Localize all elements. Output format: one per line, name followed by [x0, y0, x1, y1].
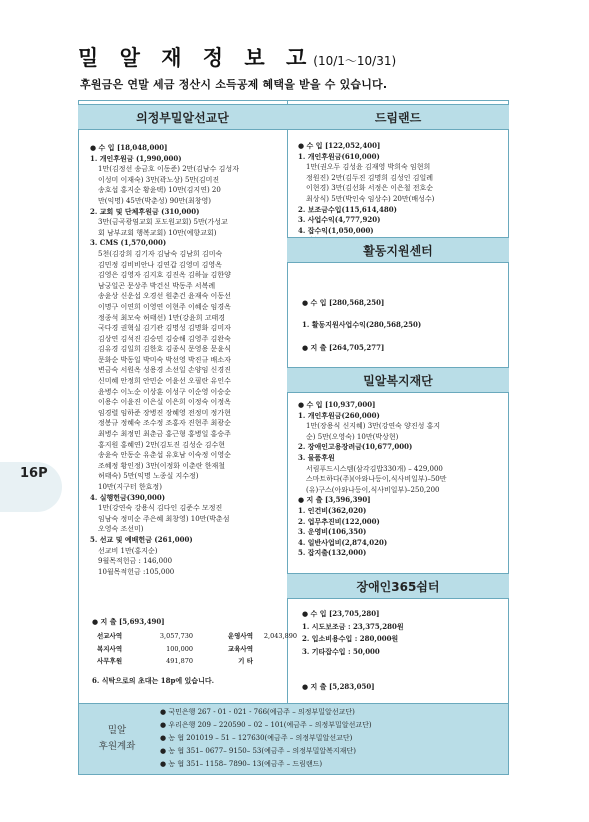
uijeongbu-expense-table	[97, 630, 297, 668]
uijeongbu-line: 1만(김정선 송금호 이동준) 2만(김남수 김성자	[98, 165, 239, 174]
shelter-line: ● 수 입 [23,705,280]	[302, 609, 380, 618]
page-subtitle: 후원금은 연말 세금 정산시 소득공제 혜택을 받을 수 있습니다.	[80, 78, 388, 91]
dreamland-line: 최상식) 5만(박인숙 임상수) 20만(배성수)	[306, 194, 435, 203]
uijeongbu-line: 최병수 최정민 최춘금 홍근형 홍병일 홍승주	[98, 430, 231, 439]
uijeongbu-line: 김민정 김비비안나 김연갑 김영미 김영옥	[98, 260, 222, 269]
section-header-welfare: 밀알복지재단	[287, 367, 509, 393]
dreamland-line: 이현경) 3만(김선화 서정은 이은철 전호순	[306, 184, 434, 193]
dreamland-line: 정원진) 2만(김두진 김명희 김성인 김일례	[306, 173, 434, 182]
uijeongbu-line: 1. 개인후원금 (1,990,000)	[90, 153, 182, 163]
uijeongbu-line: 4. 실행헌금(390,000)	[90, 492, 166, 502]
welfare-line: 3. 운영비(106,350)	[298, 527, 367, 537]
uijeongbu-line: 5. 선교 및 예배헌금 (261,000)	[90, 534, 193, 544]
account-label	[78, 703, 156, 775]
activity-expense: ● 지 출 [264,705,277]	[302, 343, 385, 352]
uijeongbu-line: 김영은 김영자 김지호 김진옥 김하늘 김한양	[98, 271, 231, 280]
expense-cell: 사무후원	[97, 657, 123, 665]
dreamland-line: 4. 잡수익(1,050,000)	[298, 225, 374, 235]
uijeongbu-line: 임남숙 정미순 주은혜 최창영) 10만(박춘섬	[98, 514, 230, 523]
uijeongbu-line: 정봉규 정혜숙 조수정 조홍자 진현주 최광순	[98, 419, 231, 428]
uijeongbu-line: 5천(김강희 김기자 김남숙 김남희 김미숙	[98, 249, 223, 258]
expense-cell: 2,043,890	[263, 632, 297, 640]
uijeongbu-line: 문화순 박동일 박미숙 박선영 박진규 배소자	[98, 355, 231, 364]
welfare-line: 스마트하다(주)(아와나등이,식사비일부)–50만	[306, 475, 447, 484]
expense-cell	[253, 643, 297, 656]
welfare-list	[298, 400, 503, 559]
welfare-line: ● 수 입 [10,937,000]	[298, 400, 376, 409]
uijeongbu-line: 3. CMS (1,570,000)	[90, 238, 167, 248]
welfare-line: 2. 장애인고용장려금(10,677,000)	[298, 442, 413, 452]
uijeongbu-note: 6. 식탁으로의 초대는 18p에 있습니다.	[92, 676, 215, 685]
shelter-line: 2. 입소비용수입 : 280,000원	[302, 634, 399, 643]
welfare-line: ● 지 출 [3,596,390]	[298, 495, 371, 505]
section-header-uijeongbu: 의정부밀알선교단	[78, 104, 287, 130]
account-item: ● 농 협 351– 0677– 9150– 53(예금주 – 의정부밀알복지재단)	[160, 747, 356, 755]
title-date-range: (10/1～10/31)	[313, 54, 397, 68]
expense-cell: 3,057,730	[159, 632, 193, 640]
welfare-line: 4. 일반사업비(2,874,020)	[298, 537, 388, 547]
uijeongbu-line: 김유경 김일희 김한호 김종식 문영용 문윤식	[98, 345, 231, 354]
uijeongbu-line: 만(익명) 45만(박춘성) 90만(최창영)	[98, 196, 212, 205]
page-number: 16P	[20, 466, 48, 481]
shelter-list	[302, 608, 502, 658]
expense-cell: 선교사역	[97, 632, 123, 640]
account-item: ● 농 협 351– 1158– 7890– 13(예금주 – 드림랜드)	[160, 760, 323, 768]
expense-cell: 교육사역	[227, 644, 253, 653]
uijeongbu-line: 회 남부교회 행복교회) 10만(예향교회)	[98, 228, 217, 237]
uijeongbu-line: 9월목적헌금 : 146,000	[98, 557, 173, 566]
shelter-expense: ● 지 출 [5,283,050]	[302, 682, 375, 691]
uijeongbu-line: 조혜정 황인정) 3만(이정화 이춘란 한재철	[98, 461, 226, 470]
uijeongbu-line: 국다경 권혁실 김기관 김명성 김명화 김미자	[98, 324, 231, 333]
welfare-line: 3. 물품후원	[298, 452, 335, 462]
welfare-line: (유)구스(아와나등이,식사비일부)–250,200	[306, 485, 440, 494]
expense-cell: 기 타	[238, 657, 253, 665]
uijeongbu-line: 신미혜 안정희 안민순 어윤선 오필란 유인수	[98, 377, 231, 386]
expense-row	[97, 655, 297, 668]
account-list	[160, 706, 372, 771]
shelter-line: 1. 시도보조금 : 23,375,280원	[302, 621, 404, 631]
uijeongbu-line: 허태숙) 5만(익명 노종실 지수정)	[98, 472, 199, 481]
welfare-line: 서림푸드시스템(삼각김밥330개) – 429,000	[306, 464, 443, 473]
uijeongbu-line: 송윤숙 안동순 유춘섭 유호남 이숙정 이영순	[98, 451, 231, 460]
uijeongbu-line: 1만(강연숙 강용식 김다인 김준수 모정진	[98, 504, 223, 513]
dreamland-line: 1만(권오두 김성윤 김재영 박희숙 임현희	[306, 163, 431, 172]
expense-row	[97, 630, 297, 643]
expense-cell: 491,870	[166, 657, 193, 665]
uijeongbu-income-list	[90, 143, 282, 577]
uijeongbu-line: 송윤상 신운섭 오경선 원춘건 윤재숙 이동선	[98, 292, 231, 301]
dreamland-line: 1. 개인후원금(610,000)	[298, 151, 380, 161]
section-header-dreamland: 드림랜드	[287, 104, 509, 130]
welfare-line: 2. 업무추진비(122,000)	[298, 516, 380, 526]
uijeongbu-line: 오영숙 조선미)	[98, 525, 144, 534]
welfare-line: 순) 5만(오영숙) 10만(박상현)	[306, 432, 399, 441]
section-header-activity: 활동지원센터	[287, 237, 509, 263]
uijeongbu-line: 10만(지구터 한효정)	[98, 483, 162, 491]
account-label-line1: 밀알	[107, 725, 127, 736]
uijeongbu-line: 3만(금곡광염교회 포도원교회) 5만(가성교	[98, 218, 228, 227]
uijeongbu-line: 남궁일곤 문상주 박건신 박동주 서복례	[98, 281, 216, 290]
uijeongbu-line: ● 수 입 [18,048,000]	[90, 143, 168, 152]
uijeongbu-line: 정종석 최모숙 허태선) 1만(강윤희 고태경	[98, 313, 226, 322]
account-item: ● 농 협 201019 – 51 – 127630(예금주 – 의정부밀알선교단)	[160, 734, 353, 742]
dreamland-line: 3. 사업수익(4,777,920)	[298, 215, 381, 225]
welfare-line: 1만(장용식 신지혜) 3만(강연숙 양진성 홍지	[306, 422, 441, 431]
section-header-shelter: 장애인365쉼터	[287, 573, 509, 599]
uijeongbu-line: 임경렬 임하준 장병진 장혜영 전정미 정가현	[98, 408, 231, 417]
account-item: ● 국민은행 267 - 01 - 021 - 766(예금주 – 의정부밀알선교단)	[160, 708, 355, 716]
uijeongbu-line: 2. 교회 및 단체후원금 (310,000)	[90, 206, 200, 216]
dreamland-line: ● 수 입 [122,052,400]	[298, 141, 381, 150]
uijeongbu-line: 김상연 김석진 김승민 김승해 김영주 김완숙	[98, 334, 231, 343]
uijeongbu-line: 변금숙 서원옥 성용경 소선일 손양임 신경진	[98, 366, 231, 375]
title-main: 밀 알 재 정 보 고	[78, 46, 314, 70]
welfare-line: 5. 잡지출(132,000)	[298, 548, 367, 558]
expense-cell	[253, 655, 297, 668]
column-divider	[287, 101, 288, 703]
account-label-line2: 후원계좌	[98, 741, 136, 752]
shelter-line: 3. 기타잡수입 : 50,000	[302, 646, 380, 656]
uijeongbu-line: 송호섭 홍지순 황윤택) 10만(김지연) 20	[98, 186, 221, 195]
expense-cell: 운영사역	[227, 632, 253, 640]
page-title	[78, 42, 396, 72]
expense-cell: 복지사역	[97, 644, 123, 653]
activity-item: 1. 활동지원사업수익(280,568,250)	[302, 320, 422, 329]
welfare-line: 1. 인건비(362,020)	[298, 505, 367, 515]
account-item: ● 우리은행 209 – 220590 – 02 – 101(예금주 – 의정부밀알선교단)	[160, 721, 372, 729]
expense-row	[97, 643, 297, 656]
activity-income: ● 수 입 [280,568,250]	[302, 298, 385, 307]
uijeongbu-line: 이명구 이연희 이영연 이현주 이혜순 임경옥	[98, 302, 231, 311]
uijeongbu-line: 윤병수 이노순 이상훈 이성구 이순영 이승순	[98, 387, 231, 396]
dreamland-line: 2. 보조금수입(115,614,480)	[298, 204, 397, 214]
uijeongbu-line: 이용수 이윤진 이은실 이은희 이정숙 이정옥	[98, 398, 231, 407]
uijeongbu-line: 홍지원 홍혜연) 2만(김도진 김성순 김수현	[98, 440, 226, 449]
uijeongbu-line: 이성미 이재숙) 3만(곽노상) 5만(김미진	[98, 175, 220, 184]
uijeongbu-line: 선교비 1만(홍지순)	[98, 546, 158, 555]
uijeongbu-expense-title: ● 지 출 [5,693,490]	[92, 617, 165, 626]
dreamland-list	[298, 141, 503, 247]
expense-cell: 100,000	[166, 644, 193, 653]
welfare-line: 1. 개인후원금(260,000)	[298, 410, 380, 420]
uijeongbu-line: 10월목적헌금 :105,000	[98, 567, 175, 576]
